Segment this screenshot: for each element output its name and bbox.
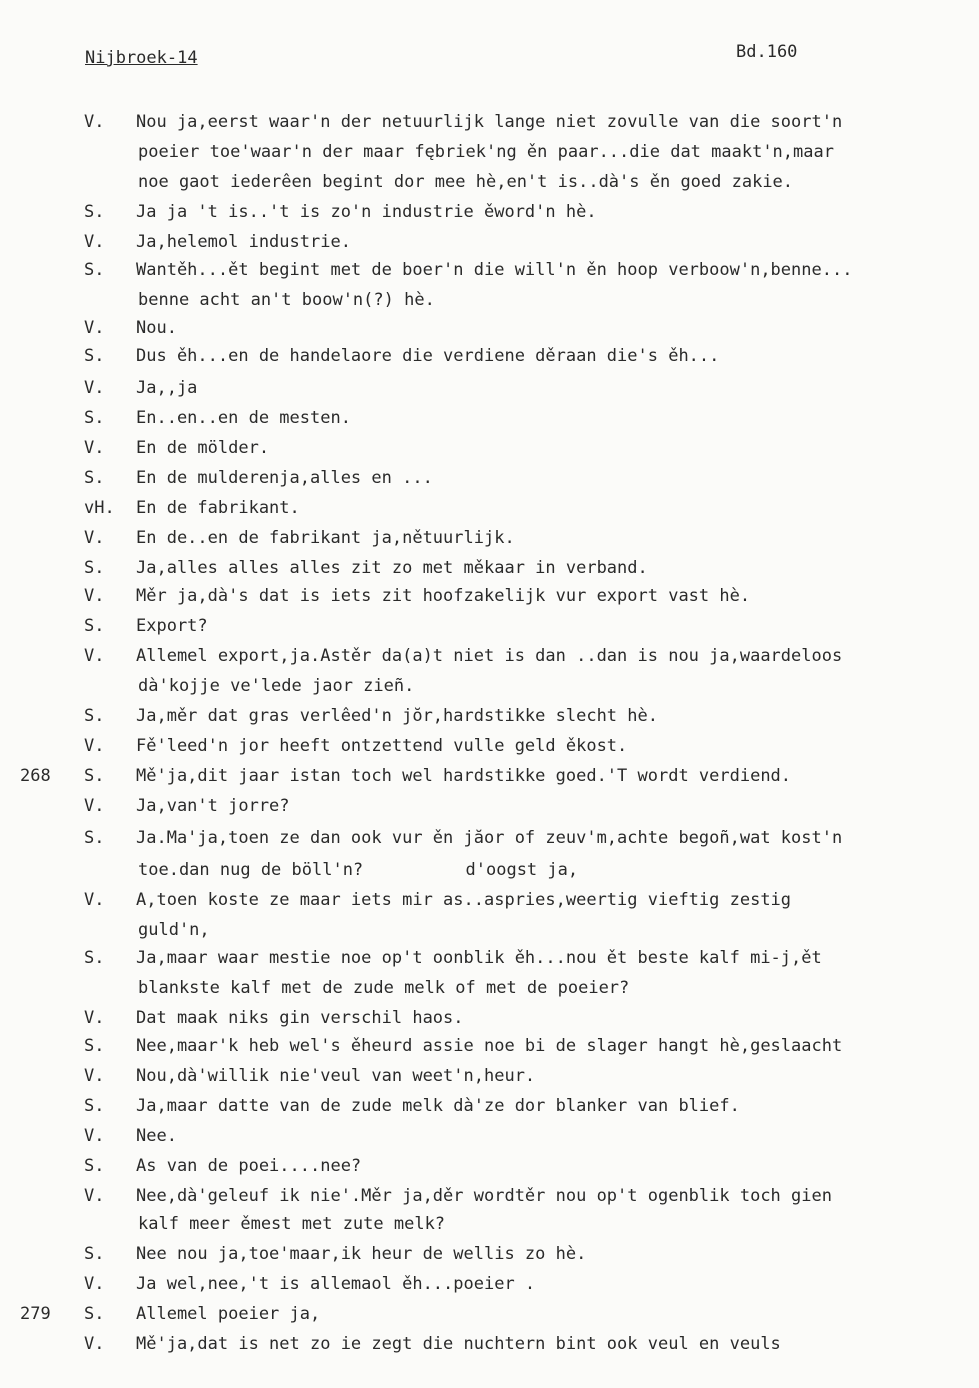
utterance-text: Allemel poeier ja, (136, 1304, 321, 1324)
line-number: 279 (20, 1304, 51, 1324)
transcript-line (0, 344, 979, 368)
utterance-text: Ja,měr dat gras verlêed'n jŏr,hardstikke slecht hè. (136, 706, 658, 726)
speaker-label: V. (84, 796, 105, 816)
line-number: 268 (20, 766, 51, 786)
speaker-label: V. (84, 232, 105, 252)
utterance-text: dà'kojje ve'lede jaor zieñ. (138, 676, 415, 696)
transcript-line (0, 794, 979, 818)
transcript-line (0, 644, 979, 668)
transcript-line (0, 976, 979, 1000)
utterance-text: A,toen koste ze maar iets mir as..aspries,weertig vieftig zestig (136, 890, 792, 910)
transcript-line (0, 258, 979, 282)
transcript-line (0, 734, 979, 758)
utterance-text: toe.dan nug de böll'n? d'oogst ja, (138, 860, 579, 880)
utterance-text: Wantěh...ět begint met de boer'n die will'n ěn hoop verboow'n,benne... (136, 260, 853, 280)
speaker-label: S. (84, 948, 105, 968)
speaker-label: vH. (84, 498, 115, 518)
speaker-label: V. (84, 1008, 105, 1028)
transcript-line (0, 316, 979, 340)
transcript-line (0, 1034, 979, 1058)
speaker-label: V. (84, 890, 105, 910)
transcript-line (0, 110, 979, 134)
utterance-text: As van de poei....nee? (136, 1156, 362, 1176)
utterance-text: poeier toe'waar'n der maar fębriek'ng ěn paar...die dat maakt'n,maar (138, 142, 834, 162)
utterance-text: En..en..en de mesten. (136, 408, 351, 428)
transcript-line (0, 1094, 979, 1118)
transcript-line (0, 674, 979, 698)
utterance-text: Ja.Ma'ja,toen ze dan ook vur ěn jăor of zeuv'm,achte begoñ,wat kost'n (136, 828, 843, 848)
utterance-text: Mě'ja,dit jaar istan toch wel hardstikke goed.'T wordt verdiend. (136, 766, 792, 786)
transcript-line (0, 1212, 979, 1236)
transcript-line (0, 556, 979, 580)
transcript-line (0, 1006, 979, 1030)
speaker-label: V. (84, 1334, 105, 1354)
transcript-line (0, 406, 979, 430)
transcript-line (0, 288, 979, 312)
speaker-label: S. (84, 408, 105, 428)
speaker-label: V. (84, 586, 105, 606)
speaker-label: V. (84, 1186, 105, 1206)
page-number: Bd.160 (736, 42, 798, 62)
speaker-label: S. (84, 558, 105, 578)
transcript-line (0, 1064, 979, 1088)
utterance-text: Ja,maar waar mestie noe op't oonblik ěh...nou ět beste kalf mi-j,ět (136, 948, 822, 968)
speaker-label: S. (84, 766, 105, 786)
transcript-line (0, 170, 979, 194)
transcript-line (0, 704, 979, 728)
transcript-line (0, 584, 979, 608)
transcript-line (0, 230, 979, 254)
utterance-text: Allemel export,ja.Astěr da(a)t niet is dan ..dan is nou ja,waardeloos (136, 646, 843, 666)
transcript-line (0, 1302, 979, 1326)
utterance-text: Nee,dà'geleuf ik nie'.Měr ja,děr wordtěr nou op't ogenblik toch gien (136, 1186, 832, 1206)
speaker-label: V. (84, 438, 105, 458)
transcript-line (0, 200, 979, 224)
speaker-label: S. (84, 260, 105, 280)
speaker-label: S. (84, 468, 105, 488)
speaker-label: S. (84, 828, 105, 848)
transcript-line (0, 1154, 979, 1178)
speaker-label: S. (84, 1156, 105, 1176)
transcript-line (0, 1242, 979, 1266)
speaker-label: S. (84, 1096, 105, 1116)
speaker-label: V. (84, 318, 105, 338)
transcript-line (0, 1272, 979, 1296)
speaker-label: S. (84, 202, 105, 222)
utterance-text: Ja,van't jorre? (136, 796, 290, 816)
utterance-text: Nee,maar'k heb wel's ěheurd assie noe bi de slager hangt hè,geslaacht (136, 1036, 843, 1056)
utterance-text: En de fabrikant. (136, 498, 300, 518)
speaker-label: V. (84, 112, 105, 132)
utterance-text: blankste kalf met de zude melk of met de poeier? (138, 978, 630, 998)
utterance-text: Měr ja,dà's dat is iets zit hoofzakelijk vur export vast hè. (136, 586, 751, 606)
speaker-label: V. (84, 646, 105, 666)
utterance-text: Ja,maar datte van de zude melk dà'ze dor blanker van blief. (136, 1096, 740, 1116)
transcript-line (0, 826, 979, 850)
transcript-line (0, 614, 979, 638)
utterance-text: Fě'leed'n jor heeft ontzettend vulle geld ěkost. (136, 736, 628, 756)
utterance-text: En de..en de fabrikant ja,nětuurlijk. (136, 528, 515, 548)
utterance-text: En de mulderenja,alles en ... (136, 468, 433, 488)
utterance-text: guld'n, (138, 920, 210, 940)
utterance-text: Ja,helemol industrie. (136, 232, 351, 252)
utterance-text: Nou ja,eerst waar'n der netuurlijk lange niet zovulle van die soort'n (136, 112, 843, 132)
transcript-line (0, 764, 979, 788)
utterance-text: Dus ěh...en de handelaore die verdiene děraan die's ěh... (136, 346, 720, 366)
transcript-line (0, 1124, 979, 1148)
speaker-label: S. (84, 706, 105, 726)
speaker-label: S. (84, 346, 105, 366)
speaker-label: S. (84, 616, 105, 636)
utterance-text: Ja,alles alles alles zit zo met měkaar in verband. (136, 558, 648, 578)
utterance-text: En de mölder. (136, 438, 270, 458)
utterance-text: benne acht an't boow'n(?) hè. (138, 290, 435, 310)
speaker-label: V. (84, 1126, 105, 1146)
utterance-text: noe gaot iederêen begint dor mee hè,en't is..dà's ěn goed zakie. (138, 172, 794, 192)
speaker-label: V. (84, 1066, 105, 1086)
transcript-line (0, 858, 979, 882)
utterance-text: Ja ja 't is..'t is zo'n industrie ěword'n hè. (136, 202, 597, 222)
utterance-text: Dat maak niks gin verschil haos. (136, 1008, 464, 1028)
utterance-text: Mě'ja,dat is net zo ie zegt die nuchtern bint ook veul en veuls (136, 1334, 781, 1354)
document-id: Nijbroek-14 (85, 48, 198, 68)
utterance-text: Nou. (136, 318, 177, 338)
utterance-text: Export? (136, 616, 208, 636)
transcript-line (0, 946, 979, 970)
transcript-line (0, 496, 979, 520)
utterance-text: kalf meer ěmest met zute melk? (138, 1214, 446, 1234)
transcript-line (0, 888, 979, 912)
speaker-label: S. (84, 1304, 105, 1324)
speaker-label: V. (84, 378, 105, 398)
utterance-text: Ja,,ja (136, 378, 198, 398)
speaker-label: S. (84, 1244, 105, 1264)
utterance-text: Nou,dà'willik nie'veul van weet'n,heur. (136, 1066, 536, 1086)
transcript-line (0, 140, 979, 164)
speaker-label: S. (84, 1036, 105, 1056)
transcript-line (0, 1332, 979, 1356)
transcript-line (0, 526, 979, 550)
utterance-text: Ja wel,nee,'t is allemaol ěh...poeier . (136, 1274, 536, 1294)
speaker-label: V. (84, 736, 105, 756)
transcript-line (0, 436, 979, 460)
utterance-text: Nee nou ja,toe'maar,ik heur de wellis zo hè. (136, 1244, 587, 1264)
transcript-line (0, 466, 979, 490)
speaker-label: V. (84, 1274, 105, 1294)
transcript-line (0, 376, 979, 400)
utterance-text: Nee. (136, 1126, 177, 1146)
speaker-label: V. (84, 528, 105, 548)
transcript-line (0, 918, 979, 942)
transcript-line (0, 1184, 979, 1208)
